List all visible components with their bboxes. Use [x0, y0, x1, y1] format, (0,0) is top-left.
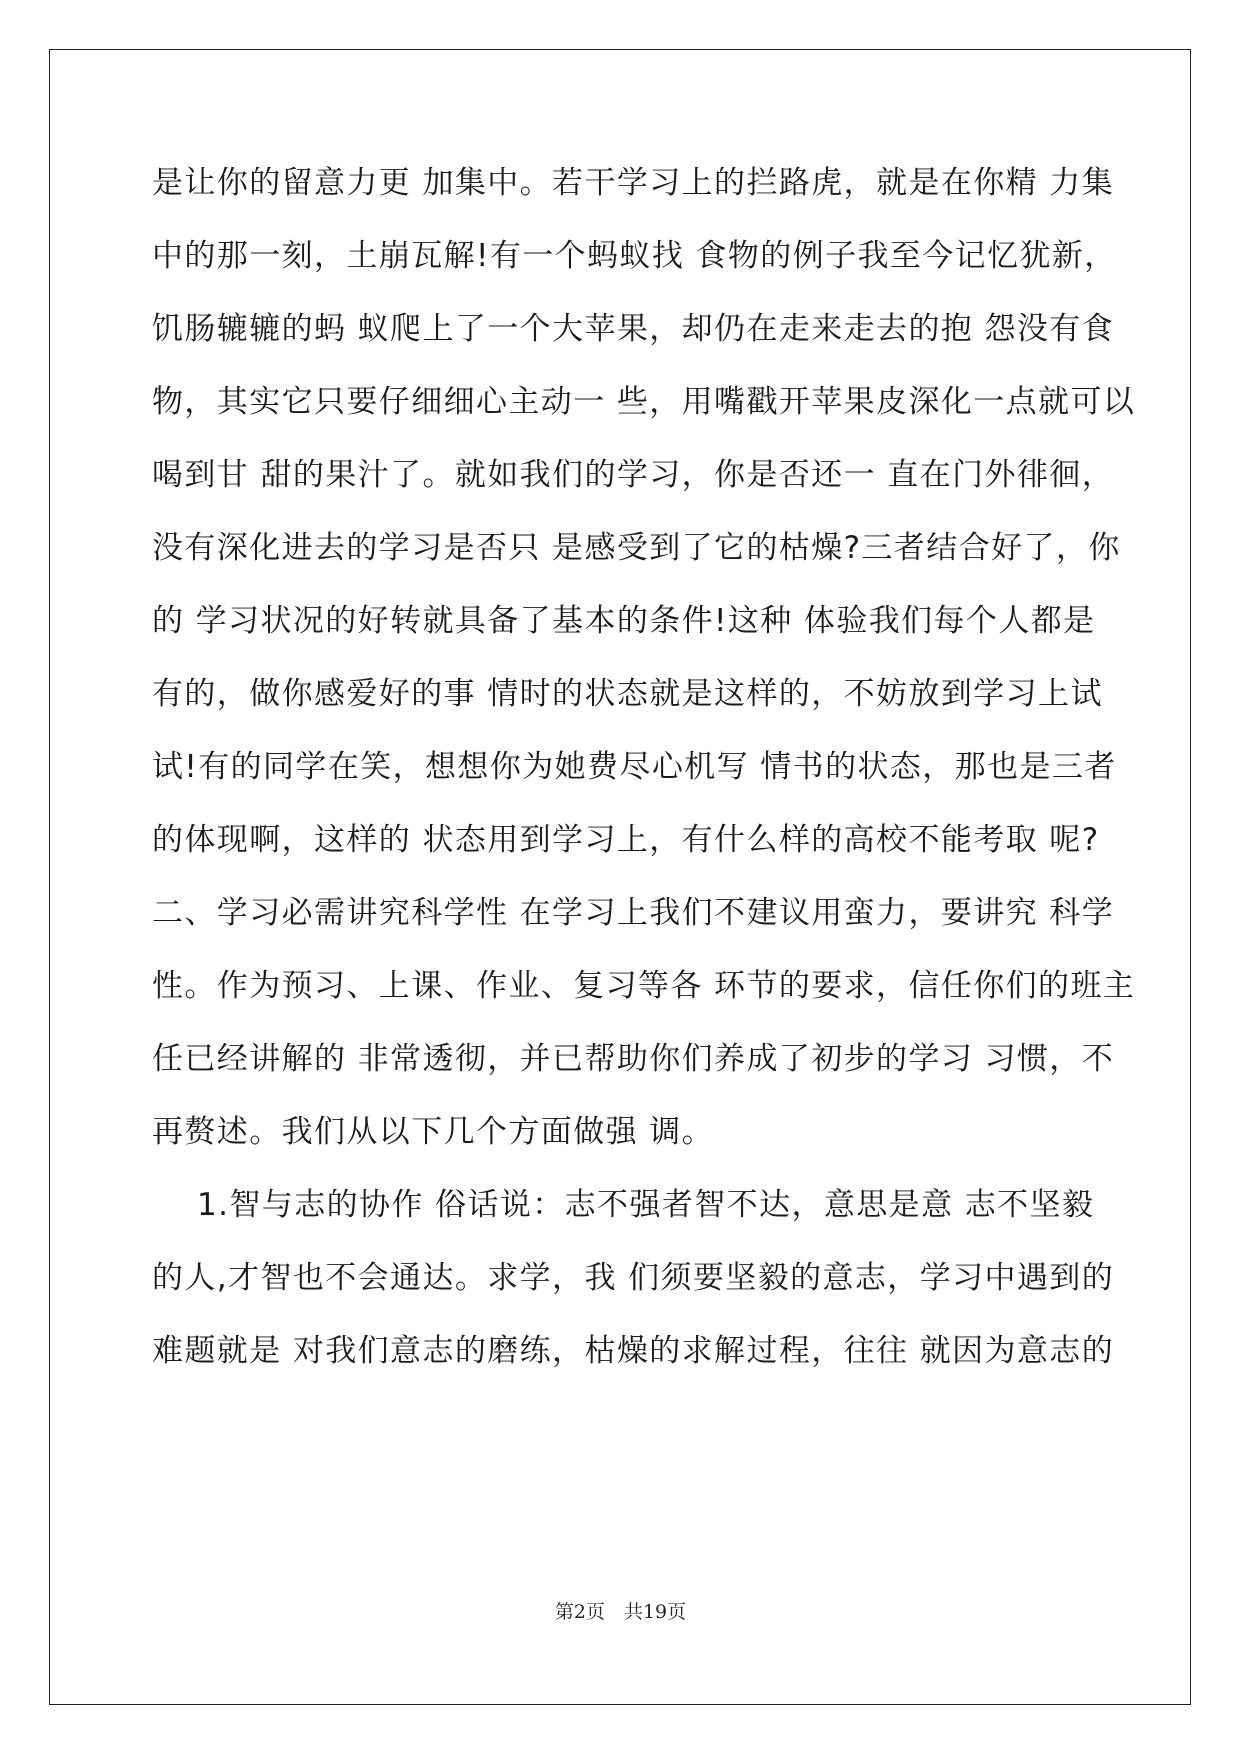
text-line: 物，其实它只要仔细细心主动一 些，用嘴戳开苹果皮深化一点就可以 [152, 384, 1136, 420]
text-line: 试!有的同学在笑，想想你为她费尽心机写 情书的状态，那也是三者 [152, 749, 1117, 785]
text-line: 中的那一刻，土崩瓦解!有一个蚂蚁找 食物的例子我至今记忆犹新， [152, 238, 1117, 274]
text-line: 二、学习必需讲究科学性 在学习上我们不建议用蛮力，要讲究 科学 [152, 895, 1115, 931]
page-number-footer: 第2页 共19页 [554, 1601, 687, 1623]
text-line: 有的，做你感爱好的事 情时的状态就是这样的，不妨放到学习上试 [152, 676, 1103, 712]
text-line: 的体现啊，这样的 状态用到学习上，有什么样的高校不能考取 呢? [152, 822, 1100, 858]
text-line: 任已经讲解的 非常透彻，并已帮助你们养成了初步的学习 习惯，不 [152, 1041, 1115, 1077]
text-line: 是让你的留意力更 加集中。若干学习上的拦路虎，就是在你精 力集 [152, 165, 1115, 201]
text-line: 喝到甘 甜的果汁了。就如我们的学习，你是否还一 直在门外徘徊， [152, 457, 1115, 493]
text-line: 性。作为预习、上课、作业、复习等各 环节的要求，信任你们的班主 [152, 968, 1136, 1004]
text-line: 的人,才智也不会通达。求学，我 们须要坚毅的意志，学习中遇到的 [152, 1260, 1115, 1296]
page-border [49, 49, 1191, 1705]
text-line: 再赘述。我们从以下几个方面做强 调。 [152, 1114, 715, 1150]
text-line: 的 学习状况的好转就具备了基本的条件!这种 体验我们每个人都是 [152, 603, 1096, 639]
text-line: 难题就是 对我们意志的磨练，枯燥的求解过程，往往 就因为意志的 [152, 1333, 1115, 1369]
text-line: 饥肠辘辘的蚂 蚁爬上了一个大苹果，却仍在走来走去的抱 怨没有食 [152, 311, 1115, 347]
text-line: 1.智与志的协作 俗话说：志不强者智不达，意思是意 志不坚毅 [152, 1187, 1095, 1223]
text-line: 没有深化进去的学习是否只 是感受到了它的枯燥?三者结合好了，你 [152, 530, 1121, 566]
